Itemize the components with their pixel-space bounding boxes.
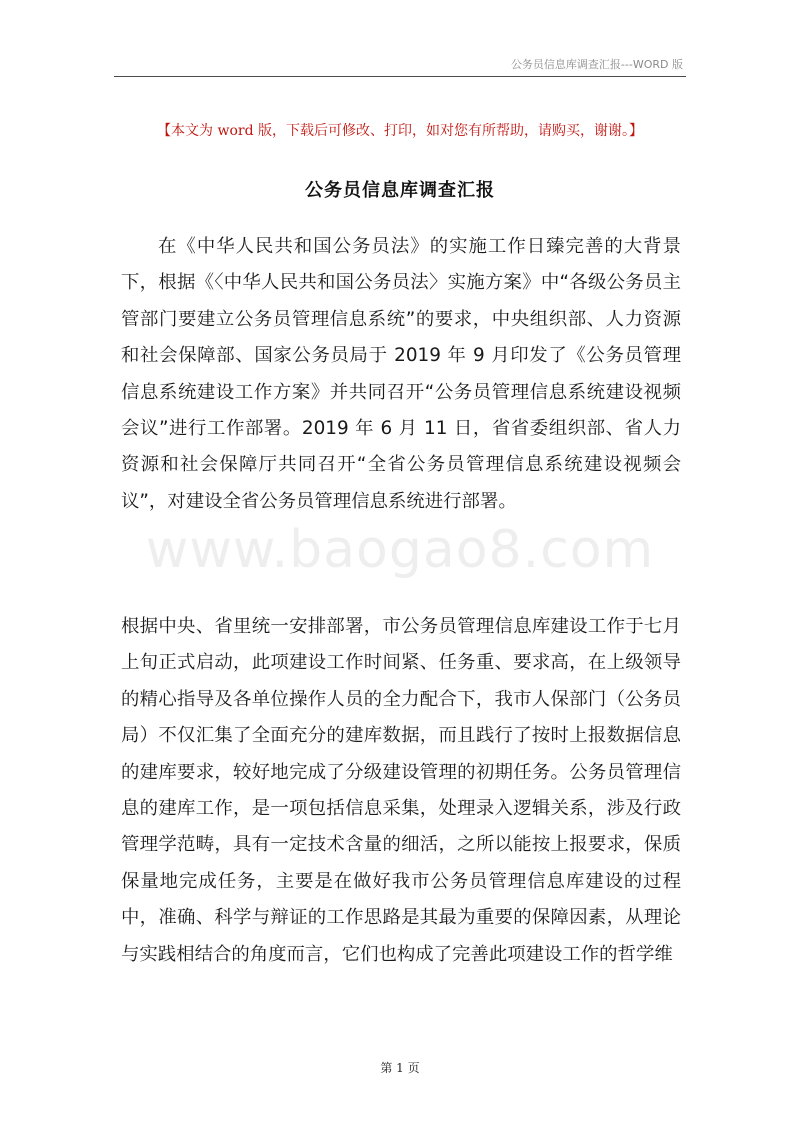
header-divider (114, 76, 686, 77)
body-paragraph-1: 在《中华人民共和国公务员法》的实施工作日臻完善的大背景下，根据《〈中华人民共和国公务员法〉实施方案》中“各级公务员主管部门要建立公务员管理信息系统”的要求，中央组织部、人力资源和社会保障部、国家公务员局于 2019 年 9 月印发了《公务员管理信息系统建设工作方案》并共同召开“公务员管理信息系统建设视频会议”进行工作部署。2019 年 6 月 11 日，省省委组织部、省人力资源和社会保障厅共同召开“全省公务员管理信息系统建设视频会议”，对建设全省公务员管理信息系统进行部署。 (121, 236, 681, 512)
page-number: 第 1 页 (380, 1061, 420, 1075)
watermark: www.baogao8.com (145, 520, 655, 580)
purchase-notice: 【本文为 word 版，下载后可修改、打印，如对您有所帮助，请购买，谢谢。】 (157, 123, 643, 139)
body-paragraph-2: 根据中央、省里统一安排部署，市公务员管理信息库建设工作于七月上旬正式启动，此项建设工作时间紧、任务重、要求高，在上级领导的精心指导及各单位操作人员的全力配合下，我市人保部门（公务员局）不仅汇集了全面充分的建库数据，而且践行了按时上报数据信息的建库要求，较好地完成了分级建设管理的初期任务。公务员管理信息的建库工作，是一项包括信息采集，处理录入逻辑关系，涉及行政管理学范畴，具有一定技术含量的细活，之所以能按上报要求，保质保量地完成任务，主要是在做好我市公务员管理信息库建设的过程中，准确、科学与辩证的工作思路是其最为重要的保障因素，从理论与实践相结合的角度而言，它们也构成了完善此项建设工作的哲学维 (121, 616, 681, 965)
document-title: 公务员信息库调查汇报 (305, 180, 495, 201)
running-header: 公务员信息库调查汇报---WORD 版 (510, 58, 683, 71)
